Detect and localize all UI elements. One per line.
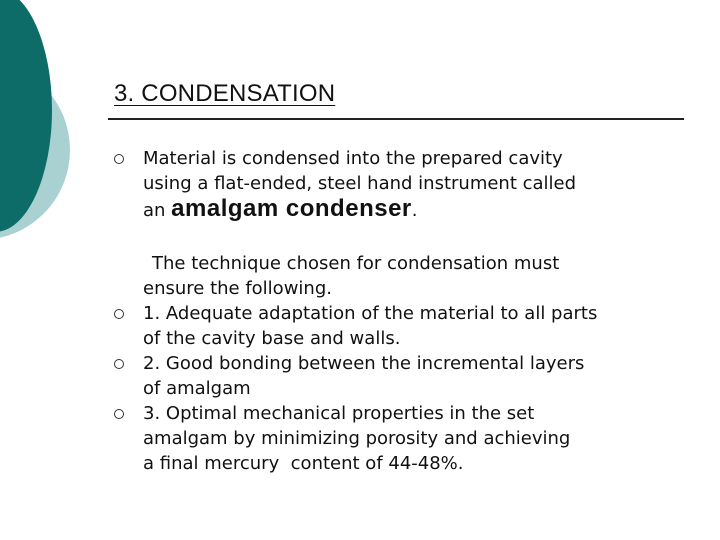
bullet-1-prefix: an [143,200,172,221]
bullet-1-line-3 [143,196,693,223]
point-1-line-1: 1. Adequate adaptation of the material to all parts [143,303,598,324]
intro-line-1: The technique chosen for condensation must [152,253,560,274]
bullet-1-line-2: using a flat-ended, steel hand instrument called [143,173,577,194]
point-2-line-1: 2. Good bonding between the incremental layers [143,353,585,374]
bullet-marker [114,154,124,164]
slide-title: 3. CONDENSATION [114,80,336,107]
bullet-marker [114,409,124,419]
title-divider [108,118,684,120]
point-2 [143,351,693,401]
intro-paragraph [143,251,693,301]
amalgam-condenser-emphasis: amalgam condenser [171,195,412,222]
bullet-1-suffix: . [411,200,418,221]
bullet-1-line-1: Material is condensed into the prepared cavity [143,148,563,169]
point-1 [143,301,693,351]
bullet-marker [114,309,124,319]
decorative-circles [0,0,90,300]
point-3-line-2: amalgam by minimizing porosity and achieving [143,428,571,449]
point-3-line-3: a final mercury content of 44-48%. [143,453,464,474]
intro-line-2: ensure the following. [143,278,332,299]
bullet-text-1 [143,146,693,223]
point-2-line-2: of amalgam [143,378,251,399]
point-3 [143,401,693,476]
point-3-line-1: 3. Optimal mechanical properties in the set [143,403,535,424]
bullet-marker [114,359,124,369]
point-1-line-2: of the cavity base and walls. [143,328,401,349]
